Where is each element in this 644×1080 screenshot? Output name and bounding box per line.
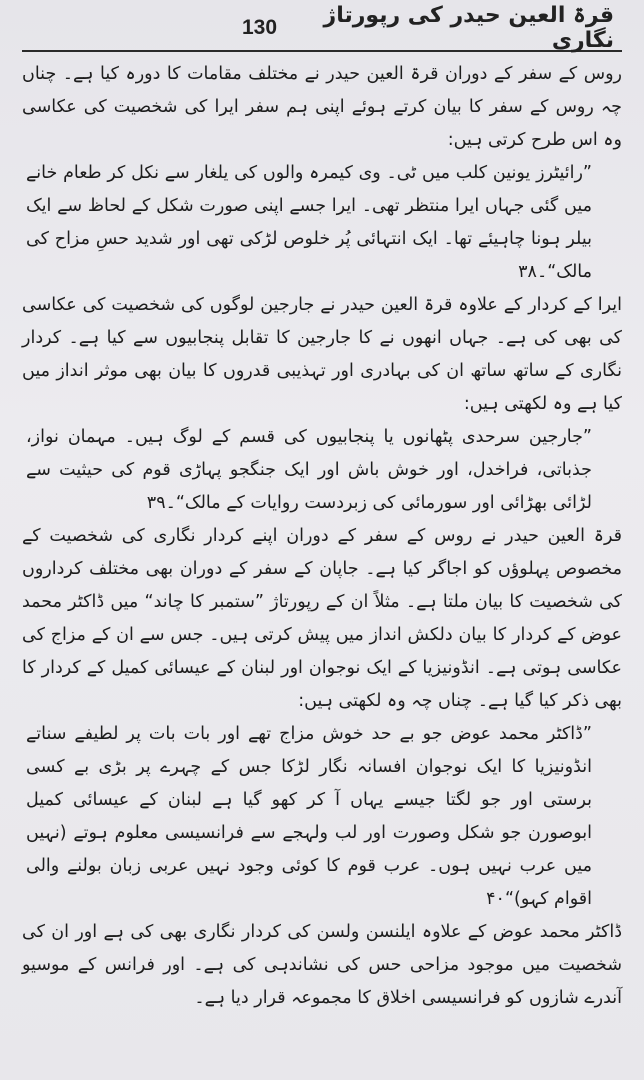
block-quote: ”جارجین سرحدی پٹھانوں یا پنجابیوں کی قسم کے لوگ ہیں۔ مہمان نواز، جذباتی، فراخدل، اور خوش باش اور ایک جنگجو پہاڑی قوم کی حیثیت سے لڑائی بھڑائی اور سورمائی کی زبردست روایات کے مالک“۔۳۹ <box>26 427 592 513</box>
paragraph: روس کے سفر کے دوران قرۃ العین حیدر نے مختلف مقامات کا دورہ کیا ہے۔ چناں چہ روس کے سفر کا بیان کرتے ہوئے اپنی ہم سفر ایرا کی شخصیت کی عکاسی وہ اس طرح کرتی ہیں: <box>22 64 622 150</box>
running-title: قرۃ العین حیدر کی رپورتاژ نگاری <box>323 3 614 53</box>
block-quote: ”رائیٹرز یونین کلب میں ٹی۔ وی کیمرہ والوں کی یلغار سے نکل کر طعام خانے میں گئی جہاں ایرا منتظر تھی۔ ایرا جسے اپنی صورت شکل کے لحاظ سے ایک بیلر ہونا چاہیئے تھا۔ ایک انتہائی پُر خلوص لڑکی تھی اور شدید حسِ مزاح کی مالک“۔۳۸ <box>26 163 592 282</box>
running-header <box>22 3 622 53</box>
page-number: 130 <box>242 16 278 39</box>
page-body <box>22 58 622 1015</box>
paragraph: قرۃ العین حیدر نے روس کے سفر کے دوران اپنے کردار نگاری کی شخصیت کے مخصوص پہلوؤں کو اجاگر کیا ہے۔ جاپان کے سفر کے دوران بھی مختلف کرداروں کی شخصیت کا بیان ملتا ہے۔ مثلاً ان کے رپورتاژ ”ستمبر کا چاند“ میں ڈاکٹر محمد عوض کے کردار کا بیان دلکش انداز میں پیش کرتی ہیں۔ جس سے ان کے مزاج کی عکاسی ہوتی ہے۔ انڈونیزیا کے ایک نوجوان اور لبنان کے عیسائی کمیل کے کردار کا بھی ذکر کیا گیا ہے۔ چناں چہ وہ لکھتی ہیں: <box>22 526 622 711</box>
paragraph: ڈاکٹر محمد عوض کے علاوہ ایلنسن ولسن کی کردار نگاری بھی کی ہے اور ان کی شخصیت میں موجود مزاحی حس کی نشاندہی کی ہے۔ اور فرانس کے موسیو آندرے شازوں کو فرانسیسی اخلاق کا مجموعہ قرار دیا ہے۔ <box>22 922 622 1008</box>
paragraph: ایرا کے کردار کے علاوہ قرۃ العین حیدر نے جارجین لوگوں کی شخصیت کی عکاسی کی بھی کی ہے۔ جہاں انھوں نے کا جارجین کا تقابل پنجابیوں سے کیا ہے۔ کردار نگاری کے ساتھ ساتھ ان کی بہادری اور تہذیبی قدروں کا بیان بھی موثر انداز میں کیا ہے وہ لکھتی ہیں: <box>22 295 622 414</box>
block-quote: ”ڈاکٹر محمد عوض جو بے حد خوش مزاج تھے اور بات بات پر لطیفے سناتے انڈونیزیا کا ایک نوجوان افسانہ نگار لڑکا جس کے چہرے پر بڑی بے کسی برستی اور جو لگتا جیسے یہاں آ کر کھو گیا ہے لبنان کے عیسائی کمیل ابوصورن جو شکل وصورت اور لب ولہجے سے فرانسیسی معلوم ہوتے (نہیں میں عرب نہیں ہوں۔ عرب قوم کا کوئی وجود نہیں عربی زبان بولنے والی اقوام کہو)“۴۰ <box>26 724 592 909</box>
